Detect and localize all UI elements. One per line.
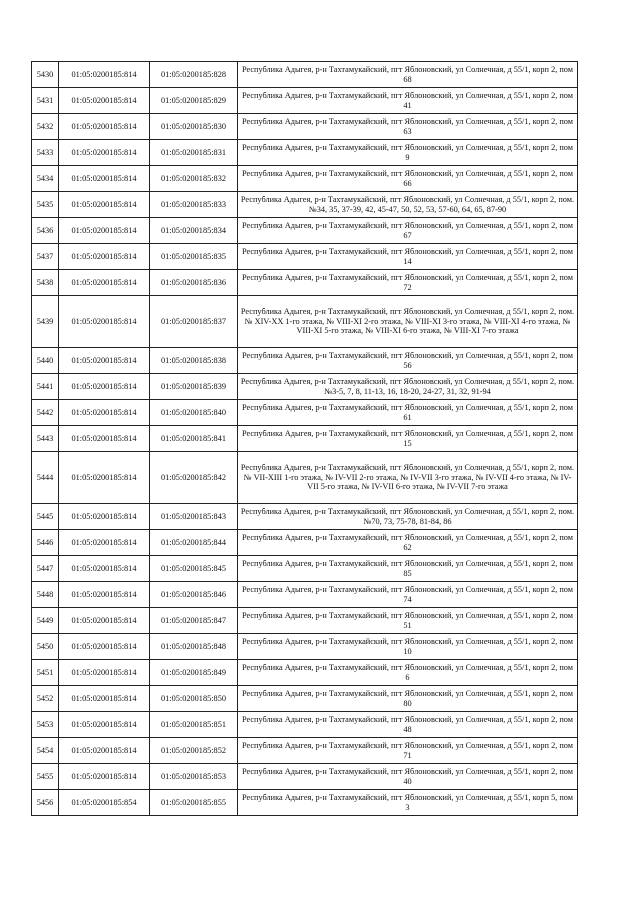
parent-cadastral-number: 01:05:0200185:814 [59,218,150,244]
address-cell: Республика Адыгея, р-н Тахтамукайский, пгт Яблоновский, ул Солнечная, д 55/1, корп 2, пом 80 [238,686,578,712]
row-number: 5433 [32,140,59,166]
row-number: 5453 [32,712,59,738]
cadastral-number: 01:05:0200185:847 [150,608,238,634]
row-number: 5450 [32,634,59,660]
parent-cadastral-number: 01:05:0200185:814 [59,634,150,660]
parent-cadastral-number: 01:05:0200185:814 [59,530,150,556]
table-row [32,348,578,374]
address-cell: Республика Адыгея, р-н Тахтамукайский, пгт Яблоновский, ул Солнечная, д 55/1, корп 2, пом 68 [238,62,578,88]
table-row [32,764,578,790]
parent-cadastral-number: 01:05:0200185:814 [59,296,150,348]
table-row [32,426,578,452]
table-row [32,790,578,816]
parent-cadastral-number: 01:05:0200185:814 [59,374,150,400]
row-number: 5438 [32,270,59,296]
cadastral-number: 01:05:0200185:828 [150,62,238,88]
row-number: 5441 [32,374,59,400]
table-row [32,192,578,218]
cadastral-number: 01:05:0200185:834 [150,218,238,244]
table-row [32,400,578,426]
table-row [32,218,578,244]
row-number: 5431 [32,88,59,114]
address-cell: Республика Адыгея, р-н Тахтамукайский, пгт Яблоновский, ул Солнечная, д 55/1, корп 2, пом. № VII-XIII 1-го этажа, № IV-VII 2-го этажа, № IV-VII 3-го этажа, № IV-VII 4-го этажа, № IV-VII 5-го этажа, № IV-VII 6-го этажа, № IV-VII 7-го этажа [238,452,578,504]
registry-table [31,61,578,816]
cadastral-number: 01:05:0200185:835 [150,244,238,270]
cadastral-number: 01:05:0200185:841 [150,426,238,452]
parent-cadastral-number: 01:05:0200185:814 [59,764,150,790]
address-cell: Республика Адыгея, р-н Тахтамукайский, пгт Яблоновский, ул Солнечная, д 55/1, корп 2, пом. №70, 73, 75-78, 81-84, 86 [238,504,578,530]
table-row [32,582,578,608]
table-row [32,296,578,348]
parent-cadastral-number: 01:05:0200185:814 [59,452,150,504]
cadastral-number: 01:05:0200185:837 [150,296,238,348]
row-number: 5443 [32,426,59,452]
table-row [32,270,578,296]
parent-cadastral-number: 01:05:0200185:814 [59,140,150,166]
row-number: 5447 [32,556,59,582]
cadastral-number: 01:05:0200185:833 [150,192,238,218]
parent-cadastral-number: 01:05:0200185:814 [59,738,150,764]
cadastral-number: 01:05:0200185:830 [150,114,238,140]
address-cell: Республика Адыгея, р-н Тахтамукайский, пгт Яблоновский, ул Солнечная, д 55/1, корп 2, пом 72 [238,270,578,296]
row-number: 5446 [32,530,59,556]
row-number: 5439 [32,296,59,348]
cadastral-number: 01:05:0200185:853 [150,764,238,790]
address-cell: Республика Адыгея, р-н Тахтамукайский, пгт Яблоновский, ул Солнечная, д 55/1, корп 2, пом 10 [238,634,578,660]
row-number: 5451 [32,660,59,686]
row-number: 5454 [32,738,59,764]
parent-cadastral-number: 01:05:0200185:814 [59,166,150,192]
address-cell: Республика Адыгея, р-н Тахтамукайский, пгт Яблоновский, ул Солнечная, д 55/1, корп 2, пом 71 [238,738,578,764]
row-number: 5448 [32,582,59,608]
table-row [32,504,578,530]
address-cell: Республика Адыгея, р-н Тахтамукайский, пгт Яблоновский, ул Солнечная, д 55/1, корп 2, пом 74 [238,582,578,608]
table-row [32,686,578,712]
registry-table-body [32,62,578,816]
address-cell: Республика Адыгея, р-н Тахтамукайский, пгт Яблоновский, ул Солнечная, д 55/1, корп 2, пом 62 [238,530,578,556]
cadastral-number: 01:05:0200185:843 [150,504,238,530]
table-row [32,374,578,400]
cadastral-number: 01:05:0200185:845 [150,556,238,582]
parent-cadastral-number: 01:05:0200185:814 [59,660,150,686]
table-row [32,530,578,556]
table-row [32,556,578,582]
table-row [32,166,578,192]
parent-cadastral-number: 01:05:0200185:814 [59,114,150,140]
row-number: 5432 [32,114,59,140]
address-cell: Республика Адыгея, р-н Тахтамукайский, пгт Яблоновский, ул Солнечная, д 55/1, корп 2, пом 40 [238,764,578,790]
table-row [32,88,578,114]
parent-cadastral-number: 01:05:0200185:814 [59,582,150,608]
cadastral-number: 01:05:0200185:831 [150,140,238,166]
cadastral-number: 01:05:0200185:836 [150,270,238,296]
parent-cadastral-number: 01:05:0200185:814 [59,244,150,270]
row-number: 5435 [32,192,59,218]
cadastral-number: 01:05:0200185:844 [150,530,238,556]
address-cell: Республика Адыгея, р-н Тахтамукайский, пгт Яблоновский, ул Солнечная, д 55/1, корп 2, пом 9 [238,140,578,166]
row-number: 5452 [32,686,59,712]
table-row [32,660,578,686]
cadastral-number: 01:05:0200185:838 [150,348,238,374]
cadastral-number: 01:05:0200185:848 [150,634,238,660]
row-number: 5437 [32,244,59,270]
cadastral-number: 01:05:0200185:840 [150,400,238,426]
row-number: 5445 [32,504,59,530]
address-cell: Республика Адыгея, р-н Тахтамукайский, пгт Яблоновский, ул Солнечная, д 55/1, корп 2, пом 61 [238,400,578,426]
address-cell: Республика Адыгея, р-н Тахтамукайский, пгт Яблоновский, ул Солнечная, д 55/1, корп 2, пом 85 [238,556,578,582]
table-row [32,140,578,166]
parent-cadastral-number: 01:05:0200185:814 [59,556,150,582]
table-row [32,452,578,504]
address-cell: Республика Адыгея, р-н Тахтамукайский, пгт Яблоновский, ул Солнечная, д 55/1, корп 2, пом 15 [238,426,578,452]
row-number: 5444 [32,452,59,504]
address-cell: Республика Адыгея, р-н Тахтамукайский, пгт Яблоновский, ул Солнечная, д 55/1, корп 2, пом. №34, 35, 37-39, 42, 45-47, 50, 52, 53, 57-60, 64, 65, 87-90 [238,192,578,218]
cadastral-number: 01:05:0200185:829 [150,88,238,114]
table-row [32,634,578,660]
row-number: 5434 [32,166,59,192]
table-row [32,244,578,270]
cadastral-number: 01:05:0200185:839 [150,374,238,400]
row-number: 5456 [32,790,59,816]
parent-cadastral-number: 01:05:0200185:814 [59,400,150,426]
parent-cadastral-number: 01:05:0200185:814 [59,62,150,88]
cadastral-number: 01:05:0200185:849 [150,660,238,686]
cadastral-number: 01:05:0200185:832 [150,166,238,192]
table-row [32,608,578,634]
row-number: 5436 [32,218,59,244]
cadastral-number: 01:05:0200185:852 [150,738,238,764]
row-number: 5442 [32,400,59,426]
row-number: 5430 [32,62,59,88]
address-cell: Республика Адыгея, р-н Тахтамукайский, пгт Яблоновский, ул Солнечная, д 55/1, корп 2, пом. № XIV-XX 1-го этажа, № VIII-XI 2-го этажа, № VIII-XI 3-го этажа, № VIII-XI 4-го этажа, № VIII-XI 5-го этажа, № VIII-XI 6-го этажа, № VIII-XI 7-го этажа [238,296,578,348]
parent-cadastral-number: 01:05:0200185:814 [59,504,150,530]
parent-cadastral-number: 01:05:0200185:814 [59,348,150,374]
row-number: 5449 [32,608,59,634]
parent-cadastral-number: 01:05:0200185:814 [59,192,150,218]
cadastral-number: 01:05:0200185:846 [150,582,238,608]
address-cell: Республика Адыгея, р-н Тахтамукайский, пгт Яблоновский, ул Солнечная, д 55/1, корп 2, пом 63 [238,114,578,140]
address-cell: Республика Адыгея, р-н Тахтамукайский, пгт Яблоновский, ул Солнечная, д 55/1, корп 5, пом 3 [238,790,578,816]
parent-cadastral-number: 01:05:0200185:814 [59,270,150,296]
address-cell: Республика Адыгея, р-н Тахтамукайский, пгт Яблоновский, ул Солнечная, д 55/1, корп 2, пом. №3-5, 7, 8, 11-13, 16, 18-20, 24-27, 31, 32, 91-94 [238,374,578,400]
address-cell: Республика Адыгея, р-н Тахтамукайский, пгт Яблоновский, ул Солнечная, д 55/1, корп 2, пом 41 [238,88,578,114]
parent-cadastral-number: 01:05:0200185:814 [59,88,150,114]
parent-cadastral-number: 01:05:0200185:814 [59,608,150,634]
address-cell: Республика Адыгея, р-н Тахтамукайский, пгт Яблоновский, ул Солнечная, д 55/1, корп 2, пом 66 [238,166,578,192]
row-number: 5440 [32,348,59,374]
parent-cadastral-number: 01:05:0200185:814 [59,426,150,452]
table-row [32,62,578,88]
parent-cadastral-number: 01:05:0200185:814 [59,712,150,738]
table-row [32,738,578,764]
address-cell: Республика Адыгея, р-н Тахтамукайский, пгт Яблоновский, ул Солнечная, д 55/1, корп 2, пом 14 [238,244,578,270]
address-cell: Республика Адыгея, р-н Тахтамукайский, пгт Яблоновский, ул Солнечная, д 55/1, корп 2, пом 51 [238,608,578,634]
address-cell: Республика Адыгея, р-н Тахтамукайский, пгт Яблоновский, ул Солнечная, д 55/1, корп 2, пом 67 [238,218,578,244]
address-cell: Республика Адыгея, р-н Тахтамукайский, пгт Яблоновский, ул Солнечная, д 55/1, корп 2, пом 48 [238,712,578,738]
cadastral-number: 01:05:0200185:855 [150,790,238,816]
address-cell: Республика Адыгея, р-н Тахтамукайский, пгт Яблоновский, ул Солнечная, д 55/1, корп 2, пом 56 [238,348,578,374]
table-row [32,114,578,140]
table-row [32,712,578,738]
cadastral-number: 01:05:0200185:842 [150,452,238,504]
row-number: 5455 [32,764,59,790]
parent-cadastral-number: 01:05:0200185:854 [59,790,150,816]
cadastral-number: 01:05:0200185:851 [150,712,238,738]
cadastral-number: 01:05:0200185:850 [150,686,238,712]
parent-cadastral-number: 01:05:0200185:814 [59,686,150,712]
address-cell: Республика Адыгея, р-н Тахтамукайский, пгт Яблоновский, ул Солнечная, д 55/1, корп 2, пом 6 [238,660,578,686]
